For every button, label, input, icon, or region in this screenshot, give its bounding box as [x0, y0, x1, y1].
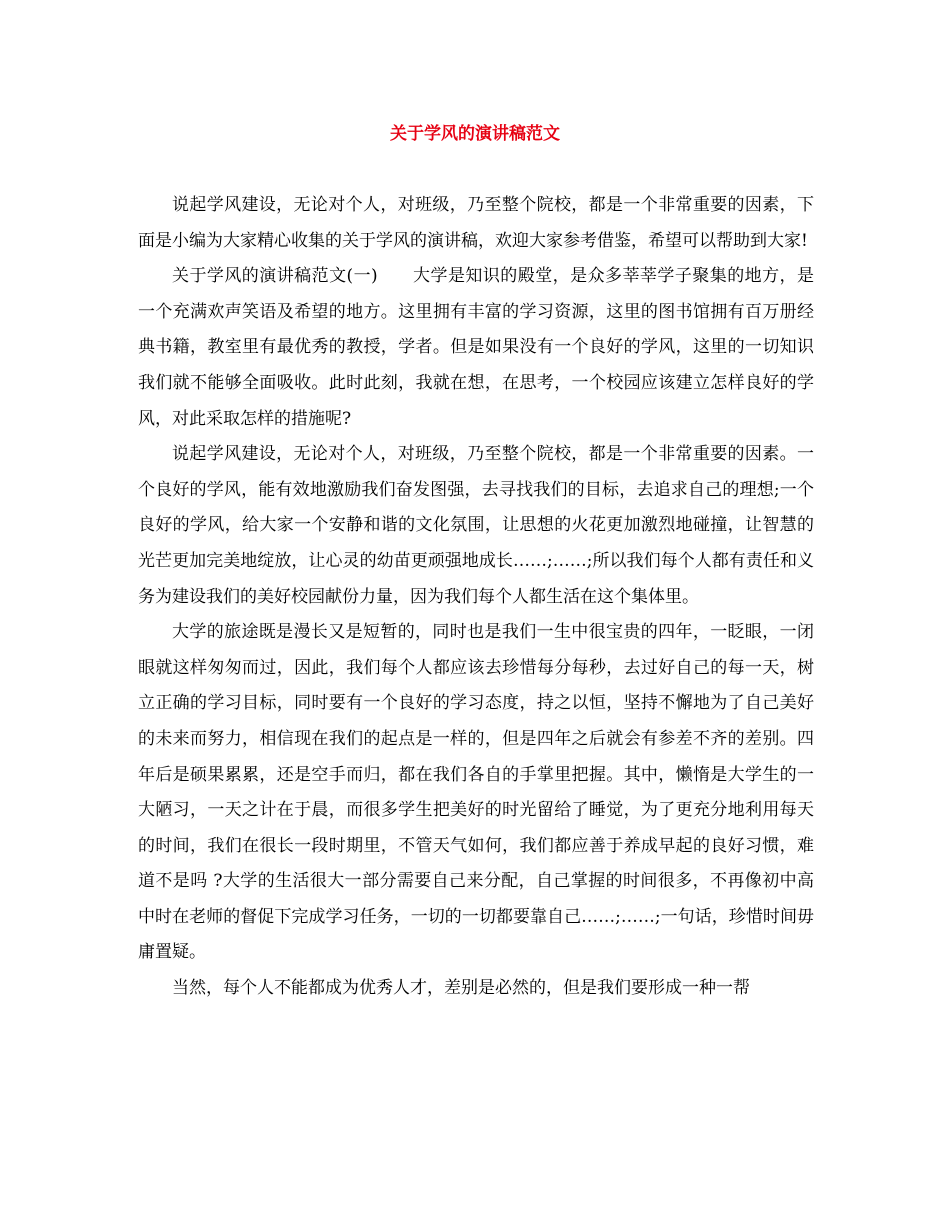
document-body — [138, 188, 814, 1007]
paragraph-university-journey: 大学的旅途既是漫长又是短暂的，同时也是我们一生中很宝贵的四年，一眨眼，一闭眼就这样匆匆而过，因此，我们每个人都应该去珍惜每分每秒，去过好自己的每一天，树立正确的学习目标，同时要有一个良好的学习态度，持之以恒，坚持不懈地为了自己美好的未来而努力，相信现在我们的起点是一样的，但是四年之后就会有参差不齐的差别。四年后是硕果累累，还是空手而归，都在我们各自的手掌里把握。其中，懒惰是大学生的一大陋习，一天之计在于晨，而很多学生把美好的时光留给了睡觉，为了更充分地利用每天的时间，我们在很长一段时期里，不管天气如何，我们都应善于养成早起的良好习惯，难道不是吗 ?大学的生活很大一部分需要自己来分配，自己掌握的时间很多，不再像初中高中时在老师的督促下完成学习任务，一切的一切都要靠自己……;……;一句话，珍惜时间毋庸置疑。 — [138, 622, 814, 963]
paragraph-conclusion: 当然，每个人不能都成为优秀人才，差别是必然的，但是我们要形成一种一帮 — [172, 978, 750, 999]
paragraph-speech-one: 关于学风的演讲稿范文(一) 大学是知识的殿堂，是众多莘莘学子聚集的地方，是一个充满欢声笑语及希望的地方。这里拥有丰富的学习资源，这里的图书馆拥有百万册经典书籍，教室里有最优秀的教授，学者。但是如果没有一个良好的学风，这里的一切知识我们就不能够全面吸收。此时此刻，我就在想，在思考，一个校园应该建立怎样良好的学风，对此采取怎样的措施呢? — [138, 266, 814, 429]
paragraph-study-style: 说起学风建设，无论对个人，对班级，乃至整个院校，都是一个非常重要的因素。一个良好的学风，能有效地激励我们奋发图强，去寻找我们的目标，去追求自己的理想;一个良好的学风，给大家一个安静和谐的文化氛围，让思想的火花更加激烈地碰撞，让智慧的光芒更加完美地绽放，让心灵的幼苗更顽强地成长……;……;所以我们每个人都有责任和义务为建设我们的美好校园献份力量，因为我们每个人都生活在这个集体里。 — [138, 444, 814, 607]
paragraph-intro: 说起学风建设，无论对个人，对班级，乃至整个院校，都是一个非常重要的因素，下面是小编为大家精心收集的关于学风的演讲稿，欢迎大家参考借鉴，希望可以帮助到大家! — [138, 195, 814, 251]
document-title: 关于学风的演讲稿范文 — [390, 124, 560, 144]
